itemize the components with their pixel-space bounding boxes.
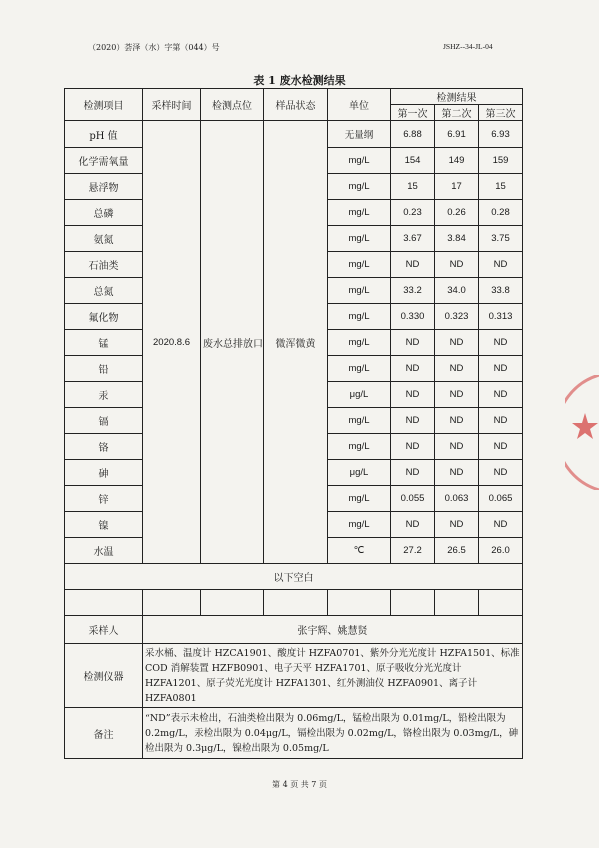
instrument-label: 检测仪器 bbox=[65, 644, 143, 708]
row-unit: mg/L bbox=[328, 330, 391, 356]
empty-cell bbox=[143, 590, 201, 616]
row-unit: mg/L bbox=[328, 278, 391, 304]
row-result-3: ND bbox=[479, 512, 523, 538]
results-table bbox=[64, 88, 523, 759]
row-result-1: ND bbox=[391, 408, 435, 434]
row-result-1: ND bbox=[391, 330, 435, 356]
remark-row bbox=[65, 708, 523, 759]
sampling-time: 2020.8.6 bbox=[143, 121, 201, 564]
table-title: 表 1 废水检测结果 bbox=[253, 74, 346, 87]
row-result-3: ND bbox=[479, 382, 523, 408]
instrument-value: 采水桶、温度计 HZCA1901、酸度计 HZFA0701、紫外分光光度计 HZFA1501、标准 COD 消解装置 HZFB0901、电子天平 HZFA1701、原子吸收分光光度计 HZFA1201、原子荧光光度计 HZFA1301、红外测油仪 HZFA0901、离子计 HZFA0801 bbox=[143, 644, 523, 708]
header-item: 检测项目 bbox=[65, 89, 143, 121]
empty-cell bbox=[479, 590, 523, 616]
row-result-3: ND bbox=[479, 252, 523, 278]
row-result-3: ND bbox=[479, 356, 523, 382]
row-item: 总磷 bbox=[65, 200, 143, 226]
sample-state: 微浑微黄 bbox=[264, 121, 328, 564]
row-result-2: 17 bbox=[435, 174, 479, 200]
empty-cell bbox=[264, 590, 328, 616]
row-unit: mg/L bbox=[328, 408, 391, 434]
empty-cell bbox=[201, 590, 264, 616]
row-item: 悬浮物 bbox=[65, 174, 143, 200]
header-unit: 单位 bbox=[328, 89, 391, 121]
row-result-3: 3.75 bbox=[479, 226, 523, 252]
row-unit: mg/L bbox=[328, 512, 391, 538]
row-result-1: 15 bbox=[391, 174, 435, 200]
row-unit: mg/L bbox=[328, 486, 391, 512]
sampler-row bbox=[65, 616, 523, 644]
header-results: 检测结果 bbox=[391, 89, 523, 105]
row-unit: mg/L bbox=[328, 174, 391, 200]
row-unit: mg/L bbox=[328, 304, 391, 330]
row-result-2: 6.91 bbox=[435, 121, 479, 148]
row-unit: μg/L bbox=[328, 460, 391, 486]
row-result-1: 3.67 bbox=[391, 226, 435, 252]
row-unit: 无量纲 bbox=[328, 121, 391, 148]
row-result-2: ND bbox=[435, 252, 479, 278]
row-result-1: ND bbox=[391, 512, 435, 538]
row-result-1: 154 bbox=[391, 148, 435, 174]
empty-cell bbox=[391, 590, 435, 616]
header-run-3: 第三次 bbox=[479, 105, 523, 121]
document-number: （2020）荟泽（水）字第（044）号 bbox=[88, 43, 220, 52]
row-result-2: ND bbox=[435, 408, 479, 434]
row-result-3: ND bbox=[479, 330, 523, 356]
row-unit: mg/L bbox=[328, 252, 391, 278]
blank-note: 以下空白 bbox=[65, 564, 523, 590]
row-item: pH 值 bbox=[65, 121, 143, 148]
row-result-3: 26.0 bbox=[479, 538, 523, 564]
row-item: 总氮 bbox=[65, 278, 143, 304]
row-item: 氨氮 bbox=[65, 226, 143, 252]
row-result-1: 0.330 bbox=[391, 304, 435, 330]
row-unit: mg/L bbox=[328, 226, 391, 252]
row-item: 镉 bbox=[65, 408, 143, 434]
row-result-2: 34.0 bbox=[435, 278, 479, 304]
row-unit: mg/L bbox=[328, 200, 391, 226]
row-result-1: 27.2 bbox=[391, 538, 435, 564]
remark-value: “ND”表示未检出，石油类检出限为 0.06mg/L，锰检出限为 0.01mg/L，铅检出限为 0.2mg/L，汞检出限为 0.04μg/L，镉检出限为 0.02mg/L，铬检出限为 0.03mg/L，砷检出限为 0.3μg/L，镍检出限为 0.05mg/L bbox=[143, 708, 523, 759]
row-item: 砷 bbox=[65, 460, 143, 486]
row-result-2: ND bbox=[435, 330, 479, 356]
row-item: 氟化物 bbox=[65, 304, 143, 330]
row-item: 石油类 bbox=[65, 252, 143, 278]
row-result-3: 159 bbox=[479, 148, 523, 174]
header-run-2: 第二次 bbox=[435, 105, 479, 121]
empty-cell bbox=[65, 590, 143, 616]
header-time: 采样时间 bbox=[143, 89, 201, 121]
header-run-1: 第一次 bbox=[391, 105, 435, 121]
row-result-3: 0.065 bbox=[479, 486, 523, 512]
row-result-3: 0.28 bbox=[479, 200, 523, 226]
row-result-1: ND bbox=[391, 434, 435, 460]
row-result-2: ND bbox=[435, 434, 479, 460]
row-result-1: ND bbox=[391, 356, 435, 382]
header-point: 检测点位 bbox=[201, 89, 264, 121]
row-item: 化学需氧量 bbox=[65, 148, 143, 174]
row-result-2: 0.26 bbox=[435, 200, 479, 226]
row-result-3: 6.93 bbox=[479, 121, 523, 148]
row-result-3: 15 bbox=[479, 174, 523, 200]
row-item: 铅 bbox=[65, 356, 143, 382]
empty-cell bbox=[328, 590, 391, 616]
row-result-1: ND bbox=[391, 252, 435, 278]
row-result-3: 0.313 bbox=[479, 304, 523, 330]
row-item: 铬 bbox=[65, 434, 143, 460]
row-result-3: ND bbox=[479, 434, 523, 460]
row-unit: ℃ bbox=[328, 538, 391, 564]
row-item: 水温 bbox=[65, 538, 143, 564]
row-item: 锰 bbox=[65, 330, 143, 356]
row-result-2: 149 bbox=[435, 148, 479, 174]
blank-note-row bbox=[65, 564, 523, 590]
row-result-2: ND bbox=[435, 382, 479, 408]
header-state: 样品状态 bbox=[264, 89, 328, 121]
row-result-3: ND bbox=[479, 460, 523, 486]
page-number: 第 4 页 共 7 页 bbox=[272, 780, 327, 789]
row-item: 锌 bbox=[65, 486, 143, 512]
row-unit: mg/L bbox=[328, 148, 391, 174]
row-result-1: 0.23 bbox=[391, 200, 435, 226]
company-seal-icon bbox=[565, 375, 599, 490]
sampler-value: 张宇辉、姚慧贤 bbox=[143, 616, 523, 644]
sampling-point: 废水总排放口 bbox=[201, 121, 264, 564]
seal-star bbox=[572, 413, 598, 439]
row-result-2: 0.063 bbox=[435, 486, 479, 512]
row-unit: μg/L bbox=[328, 382, 391, 408]
form-code: JSHZ--34-JL-04 bbox=[443, 42, 493, 51]
empty-cell bbox=[435, 590, 479, 616]
row-result-2: ND bbox=[435, 512, 479, 538]
row-result-2: 0.323 bbox=[435, 304, 479, 330]
row-result-3: ND bbox=[479, 408, 523, 434]
row-result-1: 6.88 bbox=[391, 121, 435, 148]
row-result-2: ND bbox=[435, 356, 479, 382]
remark-label: 备注 bbox=[65, 708, 143, 759]
row-result-2: 3.84 bbox=[435, 226, 479, 252]
row-result-1: 0.055 bbox=[391, 486, 435, 512]
empty-row bbox=[65, 590, 523, 616]
row-result-2: 26.5 bbox=[435, 538, 479, 564]
row-item: 汞 bbox=[65, 382, 143, 408]
row-unit: mg/L bbox=[328, 356, 391, 382]
row-result-1: ND bbox=[391, 460, 435, 486]
row-result-1: ND bbox=[391, 382, 435, 408]
row-result-3: 33.8 bbox=[479, 278, 523, 304]
row-result-2: ND bbox=[435, 460, 479, 486]
row-result-1: 33.2 bbox=[391, 278, 435, 304]
row-unit: mg/L bbox=[328, 434, 391, 460]
row-item: 镍 bbox=[65, 512, 143, 538]
instrument-row bbox=[65, 644, 523, 708]
sampler-label: 采样人 bbox=[65, 616, 143, 644]
table-row bbox=[65, 121, 523, 148]
